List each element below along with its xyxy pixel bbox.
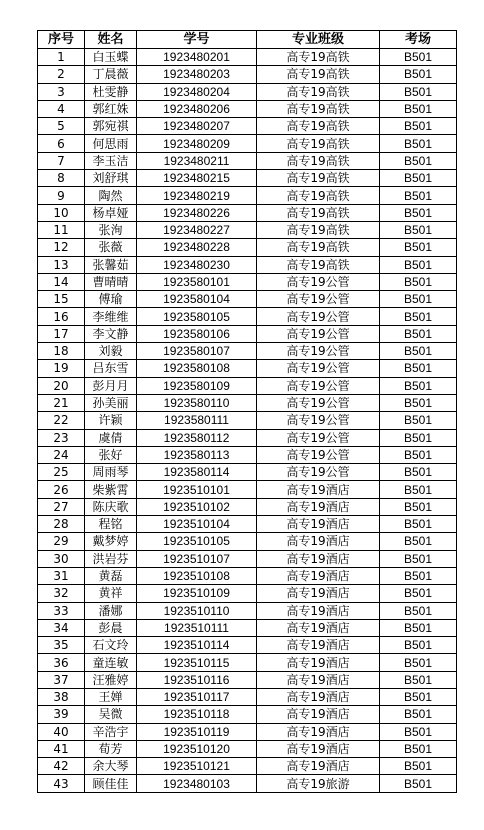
cell-student-id: 1923480209 xyxy=(137,135,257,152)
cell-seq: 3 xyxy=(38,83,85,100)
cell-exam-room: B501 xyxy=(380,49,457,66)
cell-student-id: 1923510118 xyxy=(137,706,257,723)
cell-seq: 25 xyxy=(38,464,85,481)
cell-student-id: 1923580112 xyxy=(137,429,257,446)
cell-student-id: 1923510110 xyxy=(137,602,257,619)
header-row xyxy=(38,31,457,49)
cell-seq: 21 xyxy=(38,394,85,411)
cell-seq: 23 xyxy=(38,429,85,446)
cell-exam-room: B501 xyxy=(380,516,457,533)
cell-class: 高专19酒店 xyxy=(257,740,380,757)
cell-class: 高专19酒店 xyxy=(257,706,380,723)
cell-name: 傅瑜 xyxy=(85,291,137,308)
cell-exam-room: B501 xyxy=(380,187,457,204)
cell-seq: 26 xyxy=(38,481,85,498)
table-row xyxy=(38,550,457,567)
table-row xyxy=(38,308,457,325)
cell-seq: 24 xyxy=(38,446,85,463)
cell-exam-room: B501 xyxy=(380,533,457,550)
cell-exam-room: B501 xyxy=(380,637,457,654)
cell-student-id: 1923510117 xyxy=(137,688,257,705)
cell-class: 高专19高铁 xyxy=(257,100,380,117)
cell-seq: 43 xyxy=(38,775,85,792)
cell-exam-room: B501 xyxy=(380,308,457,325)
cell-name: 潘娜 xyxy=(85,602,137,619)
cell-class: 高专19酒店 xyxy=(257,550,380,567)
cell-name: 丁晨薇 xyxy=(85,66,137,83)
cell-exam-room: B501 xyxy=(380,360,457,377)
cell-student-id: 1923510114 xyxy=(137,637,257,654)
cell-name: 黄磊 xyxy=(85,567,137,584)
cell-student-id: 1923480204 xyxy=(137,83,257,100)
cell-exam-room: B501 xyxy=(380,619,457,636)
cell-student-id: 1923480211 xyxy=(137,152,257,169)
cell-student-id: 1923510116 xyxy=(137,671,257,688)
cell-name: 张洵 xyxy=(85,221,137,238)
header-exam-room: 考场 xyxy=(380,31,457,49)
table-row xyxy=(38,688,457,705)
cell-exam-room: B501 xyxy=(380,723,457,740)
cell-name: 荀芳 xyxy=(85,740,137,757)
table-row xyxy=(38,152,457,169)
cell-exam-room: B501 xyxy=(380,291,457,308)
cell-name: 刘毅 xyxy=(85,343,137,360)
cell-seq: 1 xyxy=(38,49,85,66)
cell-name: 顾佳佳 xyxy=(85,775,137,792)
cell-class: 高专19酒店 xyxy=(257,516,380,533)
cell-student-id: 1923510107 xyxy=(137,550,257,567)
cell-class: 高专19公管 xyxy=(257,446,380,463)
table-row xyxy=(38,100,457,117)
cell-student-id: 1923480227 xyxy=(137,221,257,238)
cell-student-id: 1923510119 xyxy=(137,723,257,740)
table-row xyxy=(38,360,457,377)
table-row xyxy=(38,291,457,308)
table-row xyxy=(38,758,457,775)
cell-class: 高专19公管 xyxy=(257,377,380,394)
cell-student-id: 1923580111 xyxy=(137,412,257,429)
cell-name: 余大琴 xyxy=(85,758,137,775)
cell-class: 高专19酒店 xyxy=(257,585,380,602)
cell-class: 高专19高铁 xyxy=(257,118,380,135)
cell-name: 杜雯静 xyxy=(85,83,137,100)
cell-exam-room: B501 xyxy=(380,135,457,152)
cell-class: 高专19酒店 xyxy=(257,688,380,705)
cell-student-id: 1923480228 xyxy=(137,239,257,256)
cell-class: 高专19高铁 xyxy=(257,83,380,100)
cell-seq: 31 xyxy=(38,567,85,584)
cell-class: 高专19高铁 xyxy=(257,256,380,273)
cell-seq: 2 xyxy=(38,66,85,83)
cell-student-id: 1923510102 xyxy=(137,498,257,515)
cell-name: 郭红姝 xyxy=(85,100,137,117)
cell-student-id: 1923510101 xyxy=(137,481,257,498)
cell-name: 黄祥 xyxy=(85,585,137,602)
cell-seq: 4 xyxy=(38,100,85,117)
cell-student-id: 1923580110 xyxy=(137,394,257,411)
cell-name: 童连敏 xyxy=(85,654,137,671)
table-row xyxy=(38,740,457,757)
cell-student-id: 1923580101 xyxy=(137,273,257,290)
table-row xyxy=(38,446,457,463)
cell-seq: 42 xyxy=(38,758,85,775)
cell-exam-room: B501 xyxy=(380,654,457,671)
cell-exam-room: B501 xyxy=(380,394,457,411)
cell-class: 高专19高铁 xyxy=(257,66,380,83)
cell-class: 高专19高铁 xyxy=(257,152,380,169)
cell-name: 李文静 xyxy=(85,325,137,342)
cell-seq: 38 xyxy=(38,688,85,705)
cell-exam-room: B501 xyxy=(380,377,457,394)
cell-class: 高专19酒店 xyxy=(257,758,380,775)
table-row xyxy=(38,637,457,654)
cell-class: 高专19高铁 xyxy=(257,49,380,66)
cell-name: 周雨琴 xyxy=(85,464,137,481)
cell-seq: 34 xyxy=(38,619,85,636)
table-row xyxy=(38,325,457,342)
cell-student-id: 1923510111 xyxy=(137,619,257,636)
cell-student-id: 1923480203 xyxy=(137,66,257,83)
cell-seq: 5 xyxy=(38,118,85,135)
cell-class: 高专19公管 xyxy=(257,464,380,481)
cell-seq: 13 xyxy=(38,256,85,273)
cell-student-id: 1923480207 xyxy=(137,118,257,135)
table-row xyxy=(38,412,457,429)
cell-seq: 16 xyxy=(38,308,85,325)
cell-name: 石文玲 xyxy=(85,637,137,654)
cell-exam-room: B501 xyxy=(380,83,457,100)
cell-seq: 20 xyxy=(38,377,85,394)
cell-name: 洪岩芬 xyxy=(85,550,137,567)
cell-student-id: 1923510104 xyxy=(137,516,257,533)
cell-name: 刘舒琪 xyxy=(85,170,137,187)
cell-class: 高专19酒店 xyxy=(257,481,380,498)
table-row xyxy=(38,377,457,394)
cell-seq: 37 xyxy=(38,671,85,688)
cell-class: 高专19酒店 xyxy=(257,671,380,688)
cell-student-id: 1923580108 xyxy=(137,360,257,377)
cell-seq: 17 xyxy=(38,325,85,342)
cell-name: 程铭 xyxy=(85,516,137,533)
cell-student-id: 1923510108 xyxy=(137,567,257,584)
cell-seq: 11 xyxy=(38,221,85,238)
table-row xyxy=(38,516,457,533)
cell-student-id: 1923510121 xyxy=(137,758,257,775)
cell-student-id: 1923510109 xyxy=(137,585,257,602)
cell-class: 高专19酒店 xyxy=(257,654,380,671)
cell-seq: 33 xyxy=(38,602,85,619)
cell-seq: 18 xyxy=(38,343,85,360)
cell-class: 高专19公管 xyxy=(257,308,380,325)
cell-name: 陶然 xyxy=(85,187,137,204)
cell-name: 彭晨 xyxy=(85,619,137,636)
cell-exam-room: B501 xyxy=(380,498,457,515)
cell-student-id: 1923480215 xyxy=(137,170,257,187)
cell-name: 孙美丽 xyxy=(85,394,137,411)
cell-exam-room: B501 xyxy=(380,118,457,135)
cell-class: 高专19公管 xyxy=(257,412,380,429)
cell-name: 张馨茹 xyxy=(85,256,137,273)
cell-name: 戴梦婷 xyxy=(85,533,137,550)
cell-class: 高专19公管 xyxy=(257,429,380,446)
cell-class: 高专19酒店 xyxy=(257,619,380,636)
cell-exam-room: B501 xyxy=(380,671,457,688)
cell-seq: 12 xyxy=(38,239,85,256)
cell-name: 陈庆歌 xyxy=(85,498,137,515)
cell-name: 辛浩宇 xyxy=(85,723,137,740)
cell-exam-room: B501 xyxy=(380,464,457,481)
cell-class: 高专19酒店 xyxy=(257,567,380,584)
cell-class: 高专19公管 xyxy=(257,325,380,342)
cell-exam-room: B501 xyxy=(380,481,457,498)
cell-student-id: 1923580105 xyxy=(137,308,257,325)
cell-name: 张好 xyxy=(85,446,137,463)
cell-student-id: 1923510105 xyxy=(137,533,257,550)
cell-student-id: 1923480103 xyxy=(137,775,257,792)
table-row xyxy=(38,671,457,688)
cell-exam-room: B501 xyxy=(380,688,457,705)
cell-exam-room: B501 xyxy=(380,100,457,117)
cell-class: 高专19公管 xyxy=(257,273,380,290)
cell-name: 曹晴晴 xyxy=(85,273,137,290)
cell-name: 张薇 xyxy=(85,239,137,256)
table-row xyxy=(38,394,457,411)
cell-student-id: 1923510120 xyxy=(137,740,257,757)
table-row xyxy=(38,429,457,446)
cell-seq: 30 xyxy=(38,550,85,567)
cell-class: 高专19高铁 xyxy=(257,239,380,256)
table-row xyxy=(38,585,457,602)
table-row xyxy=(38,49,457,66)
cell-seq: 40 xyxy=(38,723,85,740)
cell-name: 杨卓娅 xyxy=(85,204,137,221)
cell-seq: 6 xyxy=(38,135,85,152)
header-class: 专业班级 xyxy=(257,31,380,49)
table-row xyxy=(38,83,457,100)
cell-exam-room: B501 xyxy=(380,66,457,83)
cell-seq: 32 xyxy=(38,585,85,602)
cell-student-id: 1923480206 xyxy=(137,100,257,117)
cell-exam-room: B501 xyxy=(380,152,457,169)
cell-exam-room: B501 xyxy=(380,256,457,273)
cell-name: 王婵 xyxy=(85,688,137,705)
cell-seq: 7 xyxy=(38,152,85,169)
cell-exam-room: B501 xyxy=(380,567,457,584)
cell-class: 高专19旅游 xyxy=(257,775,380,792)
table-body xyxy=(38,49,457,793)
cell-class: 高专19公管 xyxy=(257,394,380,411)
cell-exam-room: B501 xyxy=(380,343,457,360)
cell-student-id: 1923580106 xyxy=(137,325,257,342)
cell-student-id: 1923580113 xyxy=(137,446,257,463)
table-row xyxy=(38,706,457,723)
table-row xyxy=(38,239,457,256)
cell-exam-room: B501 xyxy=(380,170,457,187)
cell-class: 高专19公管 xyxy=(257,360,380,377)
cell-class: 高专19公管 xyxy=(257,291,380,308)
cell-exam-room: B501 xyxy=(380,429,457,446)
table-row xyxy=(38,498,457,515)
cell-class: 高专19高铁 xyxy=(257,204,380,221)
header-name: 姓名 xyxy=(85,31,137,49)
cell-exam-room: B501 xyxy=(380,706,457,723)
table-row xyxy=(38,533,457,550)
cell-student-id: 1923510115 xyxy=(137,654,257,671)
cell-name: 彭月月 xyxy=(85,377,137,394)
table-row xyxy=(38,775,457,792)
table-row xyxy=(38,135,457,152)
cell-class: 高专19酒店 xyxy=(257,723,380,740)
cell-exam-room: B501 xyxy=(380,221,457,238)
cell-student-id: 1923480219 xyxy=(137,187,257,204)
cell-seq: 36 xyxy=(38,654,85,671)
cell-seq: 29 xyxy=(38,533,85,550)
cell-seq: 41 xyxy=(38,740,85,757)
cell-class: 高专19酒店 xyxy=(257,637,380,654)
table-row xyxy=(38,256,457,273)
cell-seq: 14 xyxy=(38,273,85,290)
header-seq: 序号 xyxy=(38,31,85,49)
cell-exam-room: B501 xyxy=(380,775,457,792)
cell-seq: 15 xyxy=(38,291,85,308)
cell-seq: 22 xyxy=(38,412,85,429)
header-student-id: 学号 xyxy=(137,31,257,49)
table-row xyxy=(38,567,457,584)
cell-seq: 39 xyxy=(38,706,85,723)
cell-name: 吕东雪 xyxy=(85,360,137,377)
cell-seq: 35 xyxy=(38,637,85,654)
cell-student-id: 1923580114 xyxy=(137,464,257,481)
cell-exam-room: B501 xyxy=(380,602,457,619)
cell-exam-room: B501 xyxy=(380,273,457,290)
cell-name: 吴微 xyxy=(85,706,137,723)
cell-name: 李玉洁 xyxy=(85,152,137,169)
cell-name: 许颖 xyxy=(85,412,137,429)
table-row xyxy=(38,170,457,187)
cell-seq: 19 xyxy=(38,360,85,377)
cell-name: 李维维 xyxy=(85,308,137,325)
cell-name: 白玉蝶 xyxy=(85,49,137,66)
cell-class: 高专19酒店 xyxy=(257,498,380,515)
cell-class: 高专19高铁 xyxy=(257,170,380,187)
cell-name: 郭宛祺 xyxy=(85,118,137,135)
table-row xyxy=(38,619,457,636)
cell-class: 高专19高铁 xyxy=(257,135,380,152)
table-row xyxy=(38,654,457,671)
cell-seq: 28 xyxy=(38,516,85,533)
cell-student-id: 1923480226 xyxy=(137,204,257,221)
cell-exam-room: B501 xyxy=(380,412,457,429)
cell-student-id: 1923580109 xyxy=(137,377,257,394)
exam-seating-table xyxy=(37,30,457,793)
table-row xyxy=(38,118,457,135)
table-row xyxy=(38,481,457,498)
table-row xyxy=(38,221,457,238)
cell-seq: 27 xyxy=(38,498,85,515)
table-row xyxy=(38,723,457,740)
table-row xyxy=(38,343,457,360)
table-row xyxy=(38,602,457,619)
table-row xyxy=(38,66,457,83)
cell-exam-room: B501 xyxy=(380,585,457,602)
cell-exam-room: B501 xyxy=(380,446,457,463)
table-row xyxy=(38,204,457,221)
cell-seq: 8 xyxy=(38,170,85,187)
cell-student-id: 1923580107 xyxy=(137,343,257,360)
cell-seq: 9 xyxy=(38,187,85,204)
cell-seq: 10 xyxy=(38,204,85,221)
cell-student-id: 1923480230 xyxy=(137,256,257,273)
cell-student-id: 1923480201 xyxy=(137,49,257,66)
cell-class: 高专19高铁 xyxy=(257,221,380,238)
cell-class: 高专19公管 xyxy=(257,343,380,360)
cell-exam-room: B501 xyxy=(380,550,457,567)
table-row xyxy=(38,464,457,481)
cell-class: 高专19酒店 xyxy=(257,602,380,619)
cell-exam-room: B501 xyxy=(380,740,457,757)
cell-class: 高专19酒店 xyxy=(257,533,380,550)
cell-exam-room: B501 xyxy=(380,204,457,221)
cell-name: 柴紫霄 xyxy=(85,481,137,498)
cell-exam-room: B501 xyxy=(380,758,457,775)
cell-student-id: 1923580104 xyxy=(137,291,257,308)
cell-exam-room: B501 xyxy=(380,239,457,256)
cell-name: 汪雅婷 xyxy=(85,671,137,688)
cell-name: 虞倩 xyxy=(85,429,137,446)
cell-name: 何思雨 xyxy=(85,135,137,152)
cell-exam-room: B501 xyxy=(380,325,457,342)
table-row xyxy=(38,187,457,204)
cell-class: 高专19高铁 xyxy=(257,187,380,204)
table-row xyxy=(38,273,457,290)
